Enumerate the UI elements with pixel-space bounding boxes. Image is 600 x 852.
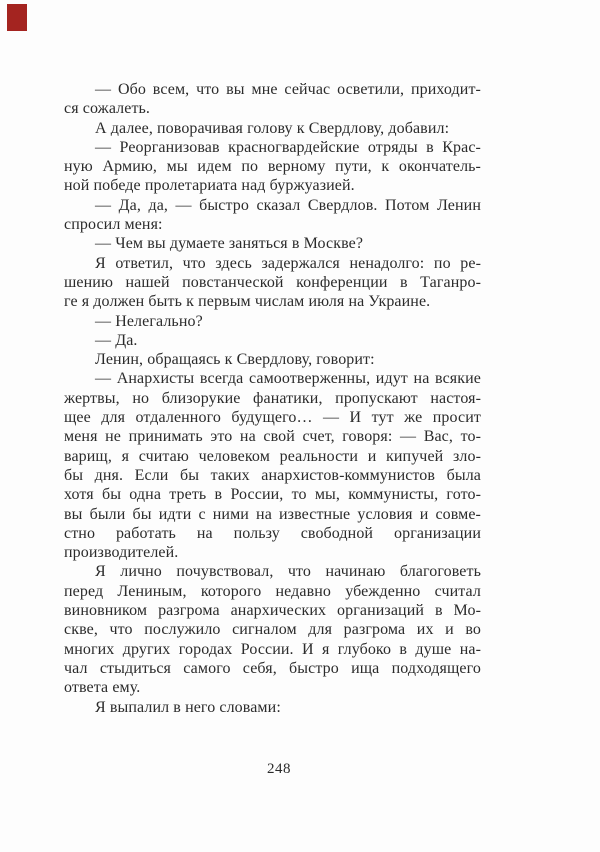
text-line: шению нашей повстанческой конференции в Таганро- bbox=[64, 273, 481, 291]
page-text bbox=[64, 80, 481, 717]
text-line: хотя бы одна треть в России, то мы, коммунисты, гото- bbox=[64, 486, 481, 504]
text-line: варищ, я считаю человеком реальности и кипучей зло- bbox=[64, 447, 481, 465]
text-line: ной победе пролетариата над буржуазией. bbox=[64, 177, 355, 195]
text-line: Я ответил, что здесь задержался ненадолго: по ре- bbox=[95, 254, 481, 272]
text-line: многих других городах России. И я глубоко в душе на- bbox=[64, 640, 481, 658]
text-line: щее для отдаленного будущего… — И тут же просит bbox=[64, 409, 481, 427]
text-line: — Нелегально? bbox=[95, 312, 203, 330]
text-line: Я выпалил в него словами: bbox=[95, 698, 281, 716]
text-line: ге я должен быть к первым числам июля на Украине. bbox=[64, 293, 431, 311]
page-number: 248 bbox=[267, 761, 291, 777]
text-line: ную Армию, мы идем по верному пути, к окончатель- bbox=[64, 158, 481, 176]
text-line: ответа ему. bbox=[64, 679, 141, 697]
red-square-marker bbox=[7, 4, 27, 31]
text-line: ся сожалеть. bbox=[64, 100, 151, 118]
text-line: виновником разгрома анархических организаций в Мо- bbox=[64, 602, 481, 620]
text-line: вы были бы идти с ними на известные условия и совме- bbox=[64, 505, 481, 523]
text-line: — Да, да, — быстро сказал Свердлов. Потом Ленин bbox=[95, 196, 481, 214]
text-line: А далее, поворачивая голову к Свердлову, добавил: bbox=[95, 119, 450, 137]
text-line: — Анархисты всегда самоотверженны, идут на всякие bbox=[95, 370, 481, 388]
text-line: жертвы, но близорукие фанатики, пропускают настоя- bbox=[64, 389, 481, 407]
text-line: — Да. bbox=[95, 331, 138, 349]
text-line: спросил меня: bbox=[64, 216, 163, 234]
text-line: стно работать на пользу свободной организации bbox=[64, 524, 481, 542]
text-line: — Чем вы думаете заняться в Москве? bbox=[95, 235, 364, 253]
text-line: Я лично почувствовал, что начинаю благоговеть bbox=[95, 563, 481, 581]
text-line: скве, что послужило сигналом для разгрома их и во bbox=[64, 621, 481, 639]
text-line: меня не принимать это на свой счет, говоря: — Вас, то- bbox=[64, 428, 481, 446]
text-line: — Реорганизовав красногвардейские отряды в Крас- bbox=[95, 138, 481, 156]
text-line: производителей. bbox=[64, 544, 179, 562]
text-line: бы дня. Если бы таких анархистов-коммунистов была bbox=[64, 466, 481, 484]
text-line: чал стыдиться самого себя, быстро ища подходящего bbox=[64, 659, 481, 677]
text-line: Ленин, обращаясь к Свердлову, говорит: bbox=[95, 351, 375, 369]
text-line: перед Лениным, которого недавно убежденно считал bbox=[64, 582, 481, 600]
text-line: — Обо всем, что вы мне сейчас осветили, приходит- bbox=[95, 81, 481, 98]
